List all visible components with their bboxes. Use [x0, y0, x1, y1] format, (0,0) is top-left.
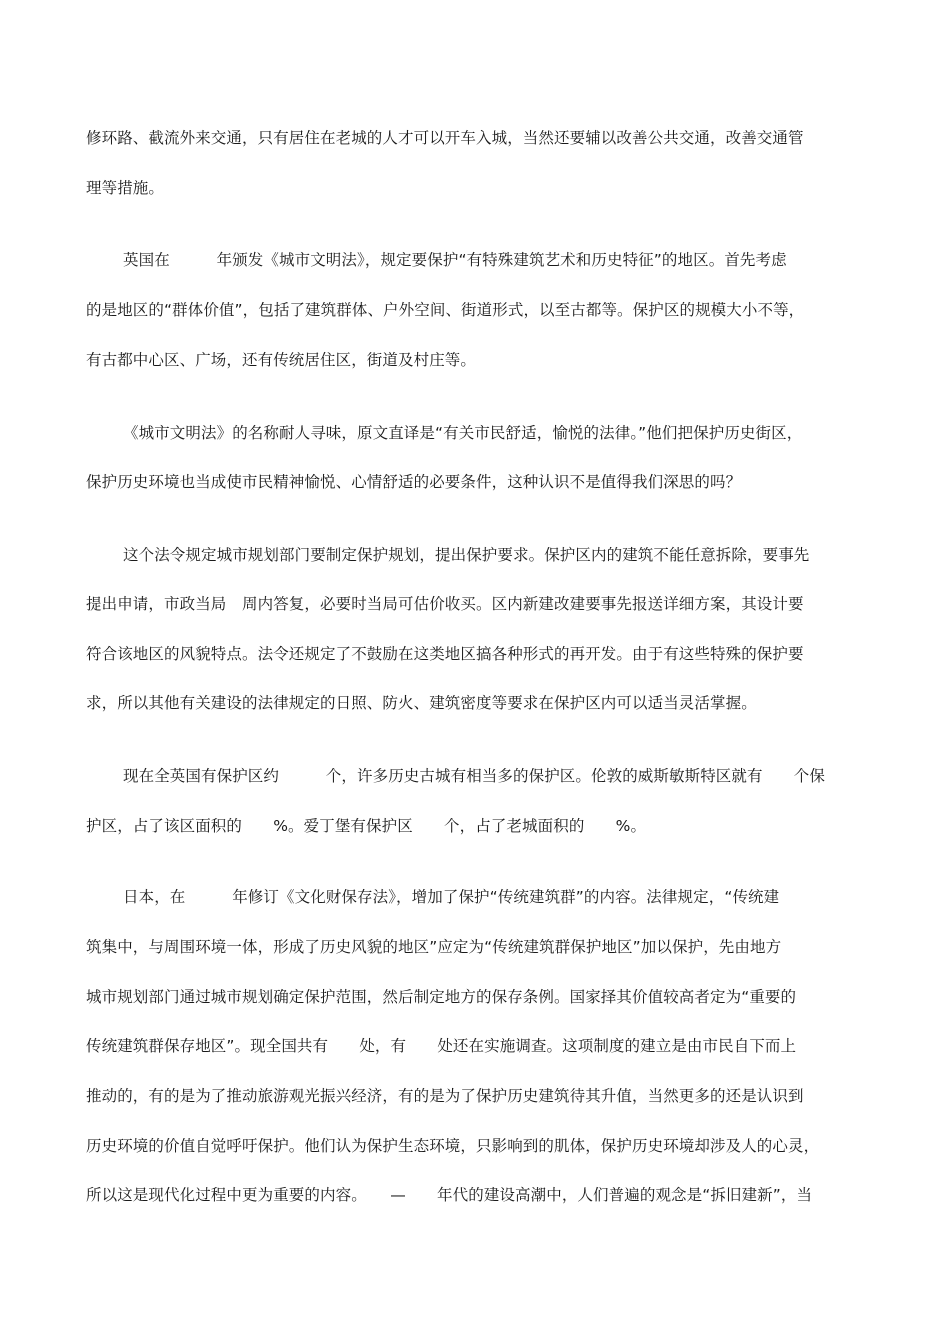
- paragraph-line: 有古都中心区、广场，还有传统居住区，街道及村庄等。: [86, 351, 477, 369]
- paragraph-line: 提出申请，市政当局 周内答复，必要时当局可估价收买。区内新建改建要事先报送详细方案，其设计要: [86, 595, 804, 613]
- paragraph-line: 推动的，有的是为了推动旅游观光振兴经济，有的是为了保护历史建筑待其升值，当然更多的还是认识到: [86, 1087, 804, 1105]
- paragraph-line: 筑集中，与周围环境一体，形成了历史风貌的地区”应定为“传统建筑群保护地区”加以保护，先由地方: [86, 938, 782, 956]
- paragraph-line: 符合该地区的风貌特点。法令还规定了不鼓励在这类地区搞各种形式的再开发。由于有这些特殊的保护要: [86, 645, 804, 663]
- paragraph-line: 理等措施。: [86, 179, 165, 197]
- paragraph-line: 求，所以其他有关建设的法律规定的日照、防火、建筑密度等要求在保护区内可以适当灵活掌握。: [86, 694, 757, 712]
- paragraph-line: 历史环境的价值自觉呼吁保护。他们认为保护生态环境，只影响到的肌体，保护历史环境却涉及人的心灵，: [86, 1137, 820, 1155]
- paragraph-line: 保护历史环境也当成使市民精神愉悦、心情舒适的必要条件，这种认识不是值得我们深思的吗？: [86, 473, 742, 491]
- paragraph-line: 传统建筑群保存地区”。现全国共有 处，有 处还在实施调查。这项制度的建立是由市民自下而上: [86, 1037, 797, 1055]
- paragraph-line: 日本，在 年修订《文化财保存法》，增加了保护“传统建筑群”的内容。法律规定，“传统建: [123, 888, 780, 906]
- paragraph-line: 现在全英国有保护区约 个，许多历史古城有相当多的保护区。伦敦的威斯敏斯特区就有 个保: [123, 767, 826, 785]
- paragraph-line: 这个法令规定城市规划部门要制定保护规划，提出保护要求。保护区内的建筑不能任意拆除，要事先: [123, 546, 810, 564]
- paragraph-line: 《城市文明法》的名称耐人寻味，原文直译是“有关市民舒适，愉悦的法律。”他们把保护历史街区，: [123, 424, 803, 442]
- paragraph-line: 护区，占了该区面积的 %。爱丁堡有保护区 个，占了老城面积的 %。: [86, 817, 647, 835]
- paragraph-line: 修环路、截流外来交通，只有居住在老城的人才可以开车入城，当然还要辅以改善公共交通，改善交通管: [86, 129, 804, 147]
- paragraph-line: 英国在 年颁发《城市文明法》，规定要保护“有特殊建筑艺术和历史特征”的地区。首先考虑: [123, 251, 787, 269]
- paragraph-line: 城市规划部门通过城市规划确定保护范围，然后制定地方的保存条例。国家择其价值较高者定为“重要的: [86, 988, 797, 1006]
- paragraph-line: 所以这是现代化过程中更为重要的内容。 — 年代的建设高潮中，人们普遍的观念是“拆旧建新”，当: [86, 1186, 813, 1204]
- paragraph-line: 的是地区的“群体价值”，包括了建筑群体、户外空间、街道形式，以至古都等。保护区的规模大小不等，: [86, 301, 805, 319]
